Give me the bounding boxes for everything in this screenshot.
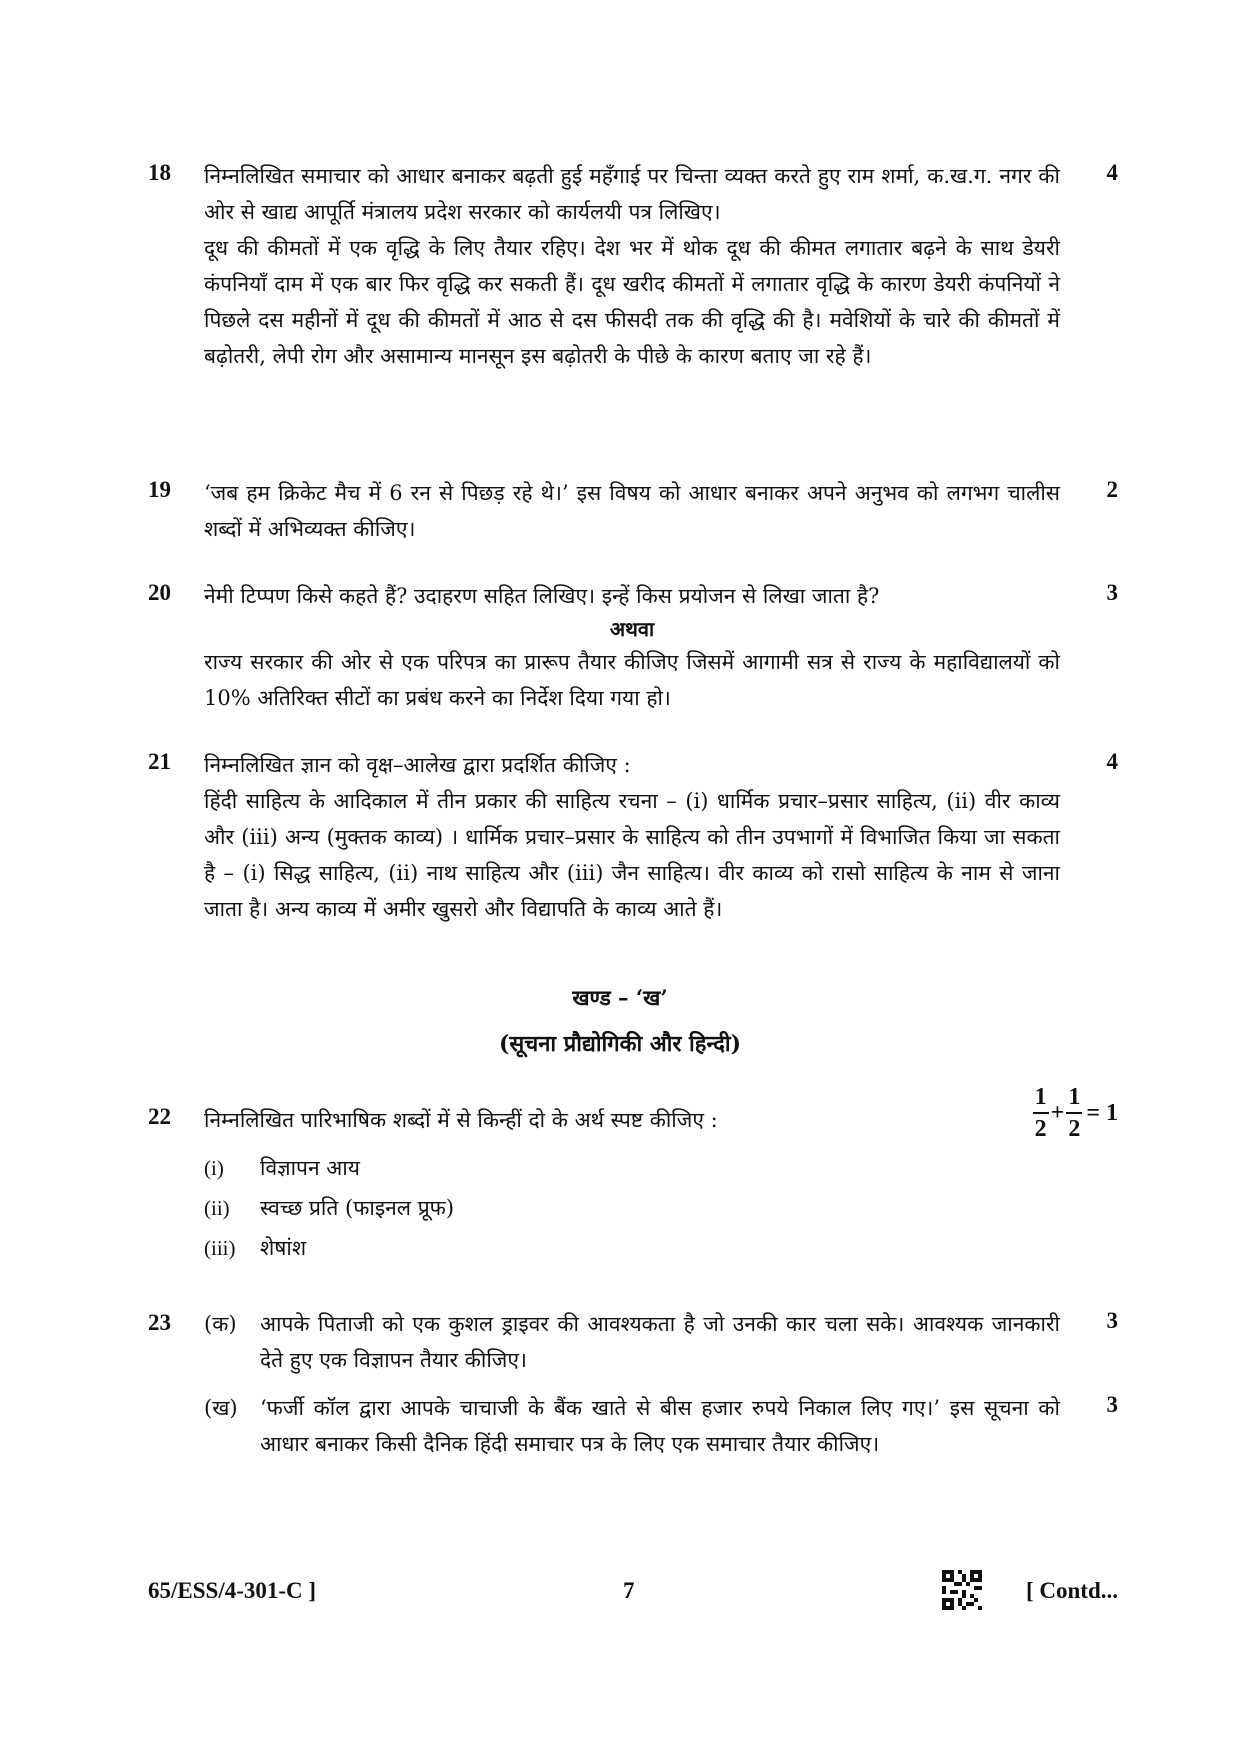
qr-code-icon xyxy=(942,1570,982,1610)
question-body xyxy=(204,158,1060,374)
question-number: 21 xyxy=(148,749,171,774)
question-18 xyxy=(148,158,1118,374)
question-number: 19 xyxy=(148,477,171,502)
marks-fraction xyxy=(1031,1084,1118,1142)
question-22 xyxy=(148,1084,1118,1268)
question-body xyxy=(204,578,1060,716)
fraction-plus: + xyxy=(1050,1099,1065,1126)
sub-question-text: ‘फर्जी कॉल द्वारा आपके चाचाजी के बैंक खाते से बीस हजार रुपये निकाल लिए गए।’ इस सूचना को आधार बनाकर किसी दैनिक हिंदी समाचार पत्र के लिए एक समाचार तैयार कीजिए। xyxy=(260,1396,1060,1456)
question-body xyxy=(204,1098,1060,1138)
question-prompt: निम्नलिखित ज्ञान को वृक्ष–आलेख द्वारा प्रदर्शित कीजिए : xyxy=(204,753,631,777)
knowledge-passage: हिंदी साहित्य के आदिकाल में तीन प्रकार की साहित्य रचना – (i) धार्मिक प्रचार–प्रसार साहित्य, (ii) वीर काव्य और (iii) अन्य (मुक्तक काव्य) । धार्मिक प्रचार–प्रसार के साहित्य को तीन उपभागों में विभाजित किया जा सकता है – (i) सिद्ध साहित्य, (ii) नाथ साहित्य और (iii) जैन साहित्य। वीर काव्य को रासो साहित्य के नाम से जाना जाता है। अन्य काव्य में अमीर खुसरो और विद्यापति के काव्य आते हैं। xyxy=(204,789,1060,921)
list-item: (iii) शेषांश xyxy=(204,1236,307,1260)
fraction-half: $\frac{1}{2}$ xyxy=(1034,1084,1047,1142)
sub-question xyxy=(204,1390,1118,1462)
question-prompt: ‘जब हम क्रिकेट मैच में 6 रन से पिछड़ रहे थे।’ इस विषय को आधार बनाकर अपने अनुभव को लगभग चालीस शब्दों में अभिव्यक्त कीजिए। xyxy=(204,481,1060,541)
term-list xyxy=(204,1148,1118,1268)
sub-question-marks: 3 xyxy=(1106,1392,1118,1417)
fraction-half: $\frac{1}{2}$ xyxy=(1068,1084,1081,1142)
sub-question xyxy=(204,1306,1118,1378)
question-marks: 3 xyxy=(1106,580,1118,605)
section-subtitle: (सूचना प्रौद्योगिकी और हिन्दी) xyxy=(498,1031,742,1057)
question-20 xyxy=(148,578,1118,716)
question-number: 23 xyxy=(148,1310,171,1335)
or-label: अथवा xyxy=(609,617,655,641)
question-prompt: नेमी टिप्पण किसे कहते हैं? उदाहरण सहित लिखिए। इन्हें किस प्रयोजन से लिखा जाता है? xyxy=(204,584,880,608)
sub-question-marks: 3 xyxy=(1106,1308,1118,1333)
page-number: 7 xyxy=(623,1578,635,1603)
sub-question-text: आपके पिताजी को एक कुशल ड्राइवर की आवश्यकता है जो उनकी कार चला सके। आवश्यक जानकारी देते हुए एक विज्ञापन तैयार कीजिए। xyxy=(260,1312,1060,1372)
list-item: (ii) स्वच्छ प्रति (फाइनल प्रूफ) xyxy=(204,1196,455,1220)
question-body xyxy=(204,747,1060,927)
question-number: 20 xyxy=(148,580,171,605)
list-item: (i) विज्ञापन आय xyxy=(204,1156,360,1180)
question-21 xyxy=(148,747,1118,927)
question-marks: 2 xyxy=(1106,477,1118,502)
question-number: 22 xyxy=(148,1104,171,1129)
section-title: खण्ड – ‘ख’ xyxy=(572,985,668,1010)
news-passage: दूध की कीमतों में एक वृद्धि के लिए तैयार रहिए। देश भर में थोक दूध की कीमत लगातार बढ़ने के साथ डेयरी कंपनियाँ दाम में एक बार फिर वृद्धि कर सकती हैं। दूध खरीद कीमतों में लगातार वृद्धि के कारण डेयरी कंपनियों ने पिछले दस महीनों में दूध की कीमतों में आठ से दस फीसदी तक की वृद्धि की है। मवेशियों के चारे की कीमतों में बढ़ोतरी, लेपी रोग और असामान्य मानसून इस बढ़ोतरी के पीछे के कारण बताए जा रहे हैं। xyxy=(204,236,1060,368)
continued-label: [ Contd... xyxy=(1025,1578,1118,1603)
paper-code: 65/ESS/4-301-C ] xyxy=(148,1578,317,1603)
sub-question-label: (ख) xyxy=(204,1396,238,1420)
alternate-prompt: राज्य सरकार की ओर से एक परिपत्र का प्रारूप तैयार कीजिए जिसमें आगामी सत्र से राज्य के महाविद्यालयों को 10% अतिरिक्त सीटों का प्रबंध करने का निर्देश दिया गया हो। xyxy=(204,650,1060,710)
page-footer xyxy=(148,1578,1118,1618)
question-19 xyxy=(148,475,1118,547)
question-marks: 4 xyxy=(1106,160,1118,185)
sub-question-label: (क) xyxy=(204,1312,237,1336)
question-number: 18 xyxy=(148,160,171,185)
question-marks: 4 xyxy=(1106,749,1118,774)
question-prompt: निम्नलिखित पारिभाषिक शब्दों में से किन्हीं दो के अर्थ स्पष्ट कीजिए : xyxy=(204,1108,718,1132)
question-23 xyxy=(148,1306,1118,1462)
question-body xyxy=(204,475,1060,547)
fraction-total: = 1 xyxy=(1086,1099,1118,1126)
question-prompt: निम्नलिखित समाचार को आधार बनाकर बढ़ती हुई महँगाई पर चिन्ता व्यक्त करते हुए राम शर्मा, क.ख.ग. नगर की ओर से खाद्य आपूर्ति मंत्रालय प्रदेश सरकार को कार्यलयी पत्र लिखिए। xyxy=(204,164,1060,224)
